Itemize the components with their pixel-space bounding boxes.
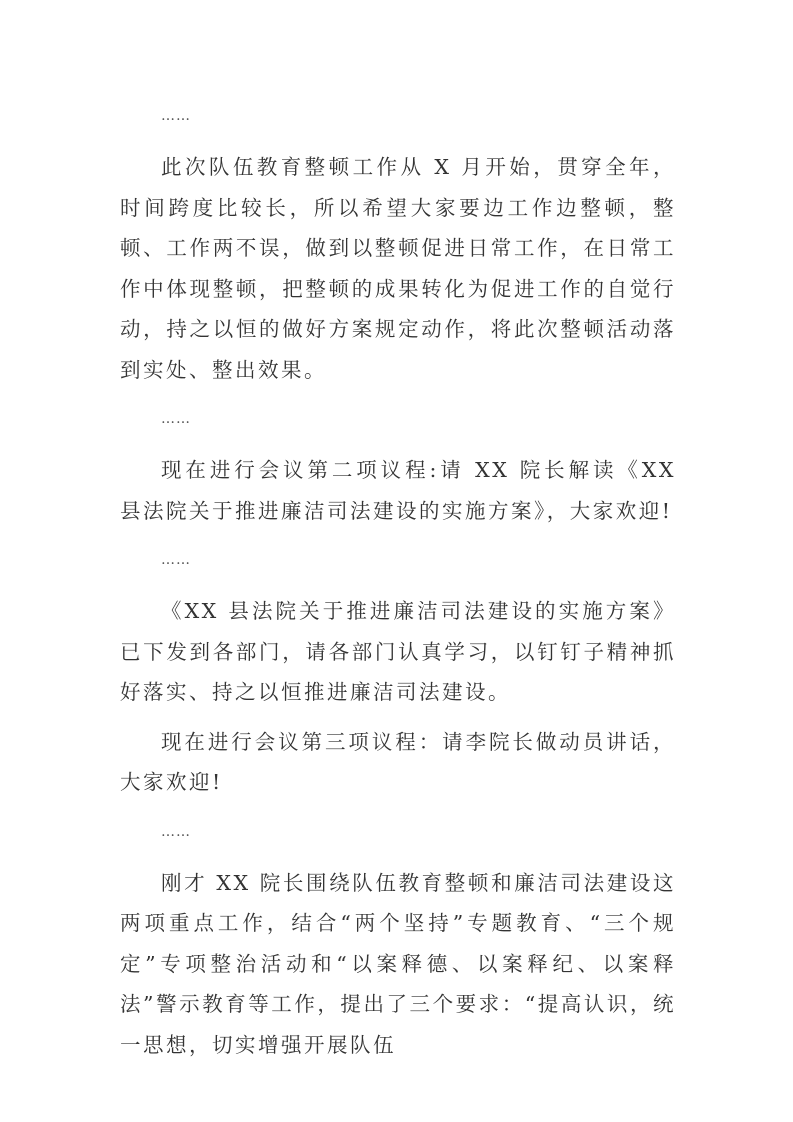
ellipsis-1: …… [161,108,191,124]
paragraph-agenda-item-2: 现在进行会议第二项议程:请 XX 院长解读《XX 县法院关于推进廉洁司法建设的实施方案》，大家欢迎! [120,458,676,523]
paragraph-agenda-item-3: 现在进行会议第三项议程：请李院长做动员讲话，大家欢迎! [120,729,676,794]
paragraph-speech-summary: 刚才 XX 院长围绕队伍教育整顿和廉洁司法建设这两项重点工作，结合“两个坚持”专题教育、“三个规定”专项整治活动和“以案释德、以案释纪、以案释法”警示教育等工作，提出了三个要求：“提高认识，统一思想，切实增强开展队伍 [120,870,676,1057]
document-page [120,96,676,1074]
paragraph-implementation-plan: 《XX 县法院关于推进廉洁司法建设的实施方案》已下发到各部门，请各部门认真学习，以钉钉子精神抓好落实、持之以恒推进廉洁司法建设。 [120,599,676,704]
ellipsis-3: …… [161,552,191,568]
ellipsis-4: …… [161,823,191,840]
paragraph-rectification-timeline: 此次队伍教育整顿工作从 X 月开始，贯穿全年，时间跨度比较长，所以希望大家要边工作边整顿，整顿、工作两不误，做到以整顿促进日常工作，在日常工作中体现整顿，把整顿的成果转化为促进工作的自觉行动，持之以恒的做好方案规定动作，将此次整顿活动落到实处、整出效果。 [120,155,676,382]
ellipsis-2: …… [161,411,191,427]
